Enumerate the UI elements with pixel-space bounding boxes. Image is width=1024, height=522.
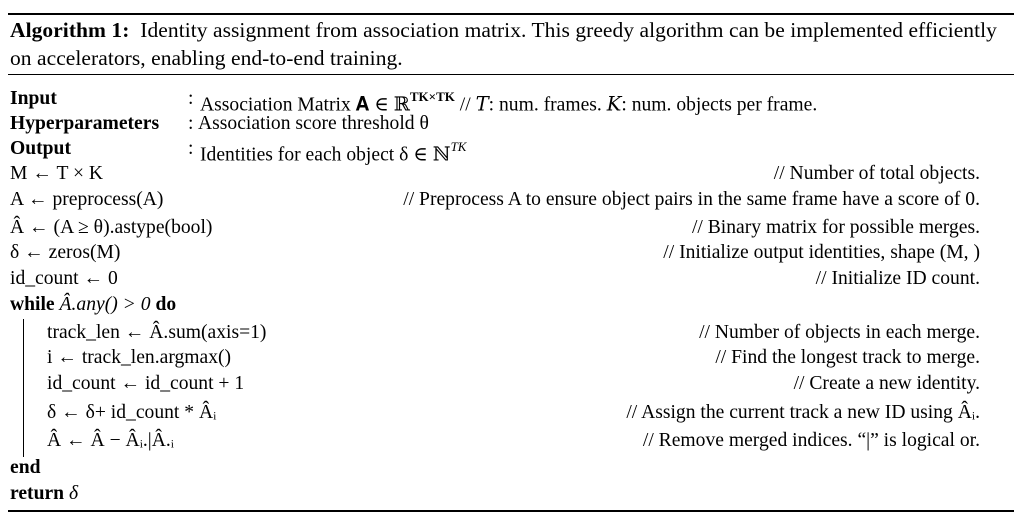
code-comment: // Find the longest track to merge. (715, 347, 980, 368)
hyperparameters-label: Hyperparameters (10, 113, 160, 134)
input-superscript: TK×TK (409, 89, 455, 104)
input-line (10, 86, 980, 116)
input-label: Input (10, 88, 57, 109)
code-comment: // Remove merged indices. “|” is logical or. (642, 430, 980, 451)
code-statement: track_len ← Â.sum(axis=1) (47, 322, 267, 343)
code-statement: i ← track_len.argmax() (47, 347, 232, 368)
code-statement: Â ← (A ≥ θ).astype(bool) (10, 217, 213, 238)
do-keyword: do (155, 294, 177, 315)
input-comment: // 𝑇: num. frames. 𝐾: num. objects per frame. (459, 94, 818, 116)
code-comment: // Create a new identity. (793, 373, 980, 394)
code-line (10, 161, 980, 187)
while-line (10, 292, 980, 318)
algorithm-caption (10, 16, 1010, 72)
code-statement: id_count ← id_count + 1 (47, 373, 245, 394)
top-rule (8, 13, 1014, 15)
return-statement (10, 481, 78, 507)
code-comment: // Number of total objects. (773, 163, 980, 184)
return-line (10, 481, 980, 507)
algorithm-label: Algorithm 1: (10, 18, 130, 42)
return-value: δ (68, 483, 79, 504)
algorithm-caption-text: Identity assignment from association matrix. This greedy algorithm can be implemented efficiently on accelerators, enabling end-to-end training. (10, 18, 997, 70)
code-statement: δ ← δ+ id_count * Âᵢ (47, 402, 217, 423)
code-statement: id_count ← 0 (10, 268, 118, 289)
loop-line (10, 400, 980, 426)
code-comment: // Preprocess A to ensure object pairs in the same frame have a score of 0. (403, 189, 980, 210)
while-keyword: while (10, 294, 55, 315)
code-line (10, 266, 980, 292)
hyperparameters-colon: : (188, 113, 194, 134)
output-label: Output (10, 138, 71, 159)
code-line (10, 187, 980, 213)
input-value-text: Association Matrix 𝐀 ∈ ℝ (200, 94, 410, 116)
code-comment: // Initialize ID count. (815, 268, 980, 289)
loop-line (10, 345, 980, 371)
code-statement: A ← preprocess(A) (10, 189, 164, 210)
loop-line (10, 320, 980, 346)
code-statement: M ← T × K (10, 163, 104, 184)
loop-line (10, 371, 980, 397)
output-superscript: TK (450, 139, 467, 154)
code-statement: δ ← zeros(M) (10, 242, 121, 263)
while-condition: Â.any() > 0 (59, 294, 151, 315)
while-statement (10, 292, 176, 318)
code-statement: Â ← Â − Âᵢ.|Â.ᵢ (47, 430, 174, 451)
return-keyword: return (10, 483, 65, 504)
caption-rule (8, 74, 1014, 75)
code-comment: // Binary matrix for possible merges. (691, 217, 980, 238)
bottom-rule (8, 510, 1014, 512)
hyperparameters-line (10, 111, 980, 137)
output-value-text: Identities for each object δ ∈ ℕ (200, 144, 451, 166)
code-comment: // Number of objects in each merge. (699, 322, 980, 343)
end-keyword: end (10, 457, 41, 478)
code-line (10, 215, 980, 241)
code-comment: // Assign the current track a new ID using Âᵢ. (626, 402, 980, 423)
output-colon: : (188, 138, 194, 159)
code-comment: // Initialize output identities, shape (M, ) (663, 242, 980, 263)
input-colon: : (188, 88, 194, 109)
loop-line (10, 428, 980, 454)
output-line (10, 136, 980, 166)
end-line (10, 455, 980, 481)
code-line (10, 240, 980, 266)
hyperparameters-value: Association score threshold θ (198, 113, 429, 134)
